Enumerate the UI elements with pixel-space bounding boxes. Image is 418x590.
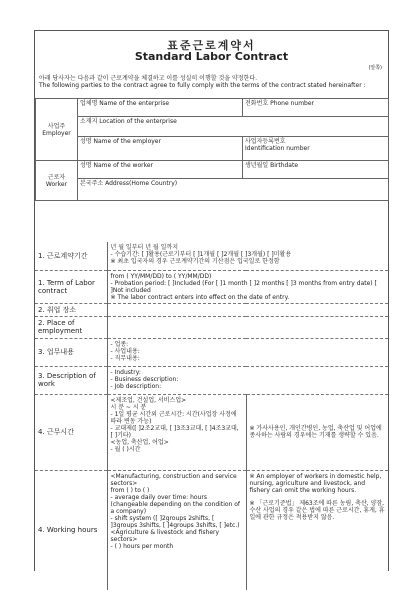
- worker-label: 근로자 Worker: [36, 161, 78, 201]
- workplace-en-field[interactable]: [107, 316, 388, 338]
- work-description-ko-field[interactable]: - 업종: - 사업내용: - 직무내용:: [107, 338, 388, 366]
- intro-english: The following parties to the contract agree to fully comply with the terms of the contract stated hereinafter :: [39, 82, 366, 89]
- birthdate-field[interactable]: 생년월일 Birthdate: [243, 161, 389, 179]
- clause-label: 2. 취업 장소: [35, 303, 107, 316]
- clause-label: 4. Working hours: [35, 470, 107, 590]
- employer-name-field[interactable]: 성명 Name of the employer: [78, 137, 243, 161]
- clause-label: 3. Description of work: [35, 366, 107, 394]
- intro-korean: 아래 당사자는 다음과 같이 근로계약을 체결하고 이를 성실히 이행할 것을 약정한다.: [39, 75, 258, 82]
- working-hours-ko-note: ※ 가사사용인, 개인간병인, 농업, 축산업 및 어업에 종사하는 사람의 경우에는 기재를 생략할 수 있음.: [246, 394, 388, 470]
- clause-label: 1. Term of Labor contract: [35, 270, 107, 303]
- clause-label: 4. 근무시간: [35, 394, 107, 470]
- worker-name-field[interactable]: 성명 Name of the worker: [78, 161, 243, 179]
- title-korean: 표준근로계약서: [167, 39, 256, 52]
- clause-label: 3. 업무내용: [35, 338, 107, 366]
- party-info-table: [35, 98, 389, 201]
- workplace-ko-field[interactable]: [107, 303, 388, 316]
- form-page-marker: (앞쪽): [368, 65, 382, 71]
- enterprise-name-field[interactable]: 업체명 Name of the enterprise: [78, 99, 243, 117]
- working-hours-en-field[interactable]: <Manufacturing, construction and service sectors> from ( ) to ( ) - average daily over time: hours (changeable depending on the condition of a company) - shift system ([ ]2groups 2shifts, [ ]3groups 3shifts, [ ]4groups 3shifts, [ ]etc.) <Agriculture & livestock and fishery sectors> - ( ) hours per month: [107, 470, 246, 590]
- contract-clauses-table: [35, 242, 388, 590]
- working-hours-en-note: ※ An employer of workers in domestic help, nursing, agriculture and livestock, and fishery can omit the working hours.: [249, 472, 382, 494]
- labor-contract-page: [34, 30, 389, 571]
- contract-term-ko-field[interactable]: 년 월 일부터 년 월 일까지 - 수습기간: [ ]활용(근로기부터 [ ]1개월 [ ]2개월 [ ]3개월) [ ]미활용 ※ 최초 입국자의 경우 근로계약기간의 기산점은 입국일로 한정함: [107, 242, 388, 270]
- home-address-field[interactable]: 본국주소 Address(Home Country): [78, 179, 389, 201]
- labor-standards-act-note: ※ 「근로기준법」 제63조에 따른 농림, 축산, 양잠, 수산 사업의 경우 같은 법에 따른 근로시간, 휴게, 휴일에 관한 규정은 적용받지 않음.: [249, 499, 385, 521]
- phone-field[interactable]: 전화번호 Phone number: [243, 99, 389, 117]
- contract-term-en-field[interactable]: from ( YY/MM/DD) to ( YY/MM/DD) - Probation period: [ ]Included (For [ ]1 month [ ]2 months [ ]3 months from entry date) [ ]Not included ※ The labor contract enters into effect on the date of entry.: [107, 270, 388, 303]
- clause-label: 2. Place of employment: [35, 316, 107, 338]
- working-hours-ko-field[interactable]: <제조업, 건설업, 서비스업> 시 분 ~ 시 분 - 1일 평균 시간외 근로시간: 시간(사업장 사정에 따라 변동 가능) - 교대제([ ]2조2교대, [ ]3조3교대, [ ]4조3교대, [ ]기타) <농업, 축산업, 어업> - 월 ( )시간: [107, 394, 246, 470]
- work-description-en-field[interactable]: - Industry: - Business description: - Job description:: [107, 366, 388, 394]
- title-english: Standard Labor Contract: [134, 50, 289, 63]
- location-field[interactable]: 소재지 Location of the enterprise: [78, 117, 389, 137]
- clause-label: 1. 근로계약기간: [35, 242, 107, 270]
- employer-label: 사업주 Employer: [36, 99, 78, 161]
- working-hours-en-notes: [246, 470, 388, 590]
- identification-number-field[interactable]: 사업자등록번호 Identification number: [243, 137, 389, 161]
- intro-text: [39, 75, 384, 89]
